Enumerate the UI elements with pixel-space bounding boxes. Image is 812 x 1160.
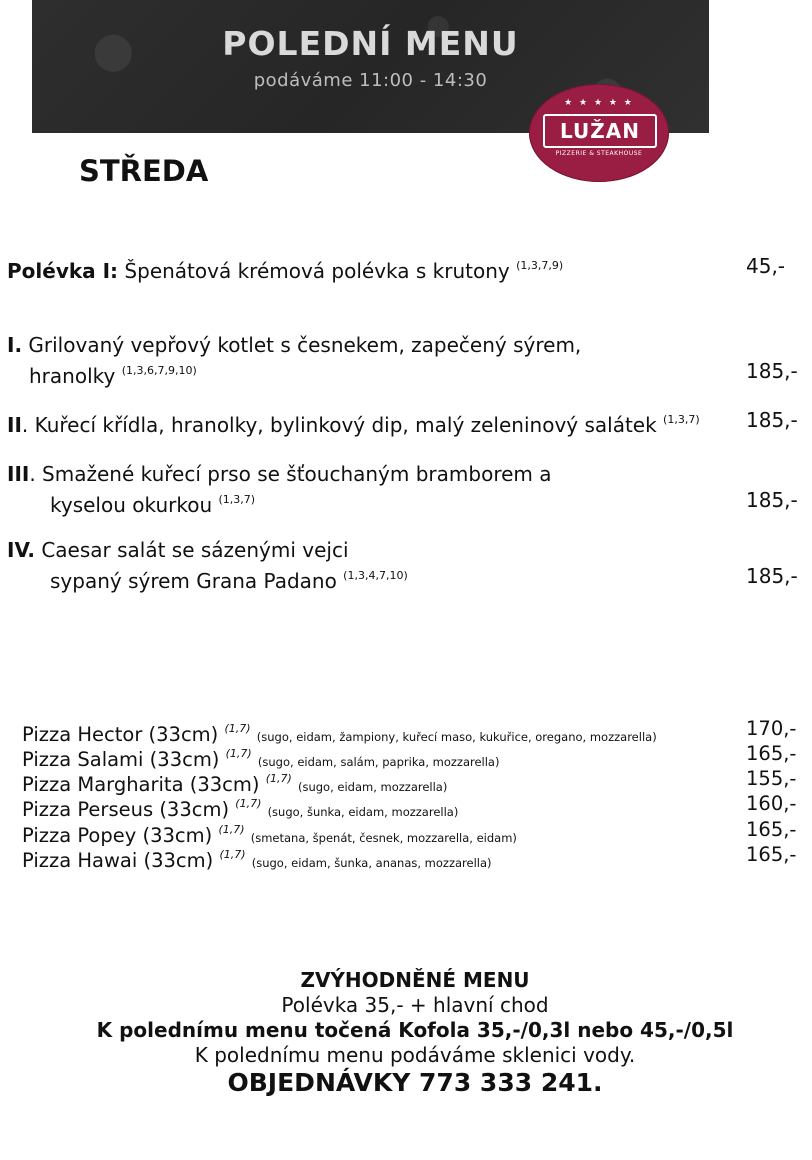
- pizza-price: 165,-: [746, 742, 797, 765]
- main-item-4: [7, 537, 349, 563]
- main-label: II: [7, 413, 22, 437]
- banner-title: POLEDNÍ MENU: [222, 24, 519, 63]
- soup-label: Polévka I:: [7, 259, 119, 283]
- pizza-ingredients: (sugo, eidam, salám, paprika, mozzarella): [257, 755, 500, 769]
- restaurant-logo: [529, 84, 669, 182]
- pizza-ingredients: (smetana, špenát, česnek, mozzarella, eidam): [250, 831, 517, 845]
- pizza-allergens: (1,7): [225, 747, 252, 760]
- main-price: 185,-: [746, 564, 798, 588]
- main-item-3-cont: [50, 487, 255, 518]
- pizza-name: Pizza Salami (33cm): [22, 748, 220, 771]
- main-price: 185,-: [746, 359, 798, 383]
- soup-allergens: (1,3,7,9): [516, 259, 564, 272]
- main-label: IV.: [7, 538, 35, 562]
- main-item-2: [7, 407, 700, 438]
- special-menu-heading: ZVÝHODNĚNÉ MENU: [300, 968, 530, 992]
- main-price: 185,-: [746, 488, 798, 512]
- main-line: . Kuřecí křídla, hranolky, bylinkový dip, malý zeleninový salátek: [21, 413, 657, 437]
- pizza-name: Pizza Margharita (33cm): [22, 773, 260, 796]
- main-item-1: [7, 332, 581, 358]
- pizza-allergens: (1,7): [235, 797, 262, 810]
- pizza-ingredients: (sugo, eidam, mozzarella): [297, 780, 448, 794]
- main-line: Grilovaný vepřový kotlet s česnekem, zapečený sýrem,: [28, 333, 582, 357]
- main-line: sypaný sýrem Grana Padano: [50, 569, 337, 593]
- pizza-price: 155,-: [746, 767, 797, 790]
- main-line: kyselou okurkou: [50, 493, 213, 517]
- soup-price: 45,-: [746, 254, 786, 278]
- main-allergens: (1,3,7): [663, 413, 700, 426]
- soup-item: [7, 253, 563, 284]
- main-price: 185,-: [746, 408, 798, 432]
- kofola-offer: K polednímu menu točená Kofola 35,-/0,3l nebo 45,-/0,5l: [96, 1018, 734, 1042]
- pizza-allergens: (1,7): [265, 772, 292, 785]
- special-menu-combo: Polévka 35,- + hlavní chod: [281, 993, 549, 1017]
- logo-name: LUŽAN: [543, 114, 657, 148]
- pizza-price: 165,-: [746, 843, 797, 866]
- pizza-name: Pizza Popey (33cm): [22, 824, 213, 847]
- main-allergens: (1,3,4,7,10): [343, 569, 408, 582]
- pizza-name: Pizza Perseus (33cm): [22, 798, 230, 821]
- pizza-ingredients: (sugo, eidam, šunka, ananas, mozzarella): [251, 856, 492, 870]
- pizza-price: 165,-: [746, 818, 797, 841]
- orders-phone: OBJEDNÁVKY 773 333 241.: [227, 1068, 603, 1097]
- pizza-ingredients: (sugo, eidam, žampiony, kuřecí maso, kukuřice, oregano, mozzarella): [256, 730, 657, 744]
- day-heading: STŘEDA: [79, 154, 209, 188]
- main-item-3: [7, 461, 552, 487]
- pizza-name: Pizza Hector (33cm): [22, 723, 219, 746]
- pizza-name: Pizza Hawai (33cm): [22, 849, 214, 872]
- main-allergens: (1,3,6,7,9,10): [121, 364, 197, 377]
- main-line: Caesar salát se sázenými vejci: [41, 538, 349, 562]
- pizza-allergens: (1,7): [224, 722, 251, 735]
- pizza-price: 170,-: [746, 717, 797, 740]
- main-item-1-cont: [29, 358, 197, 389]
- logo-tagline: PIZZERIE & STEAKHOUSE: [555, 150, 643, 157]
- main-line: . Smažené kuřecí prso se šťouchaným bramborem a: [29, 462, 552, 486]
- pizza-allergens: (1,7): [218, 823, 245, 836]
- main-allergens: (1,3,7): [218, 493, 256, 506]
- main-label: III: [7, 462, 30, 486]
- pizza-price: 160,-: [746, 792, 797, 815]
- main-item-4-cont: [50, 563, 408, 594]
- pizza-item: [22, 842, 492, 876]
- water-note: K polednímu menu podáváme sklenici vody.: [194, 1043, 636, 1067]
- main-label: I.: [7, 333, 23, 357]
- pizza-allergens: (1,7): [219, 848, 246, 861]
- main-line: hranolky: [29, 364, 116, 388]
- soup-name: Špenátová krémová polévka s krutony: [124, 259, 510, 283]
- logo-stars: ★ ★ ★ ★ ★: [564, 98, 634, 108]
- pizza-ingredients: (sugo, šunka, eidam, mozzarella): [267, 805, 459, 819]
- banner-hours: podáváme 11:00 - 14:30: [253, 70, 488, 91]
